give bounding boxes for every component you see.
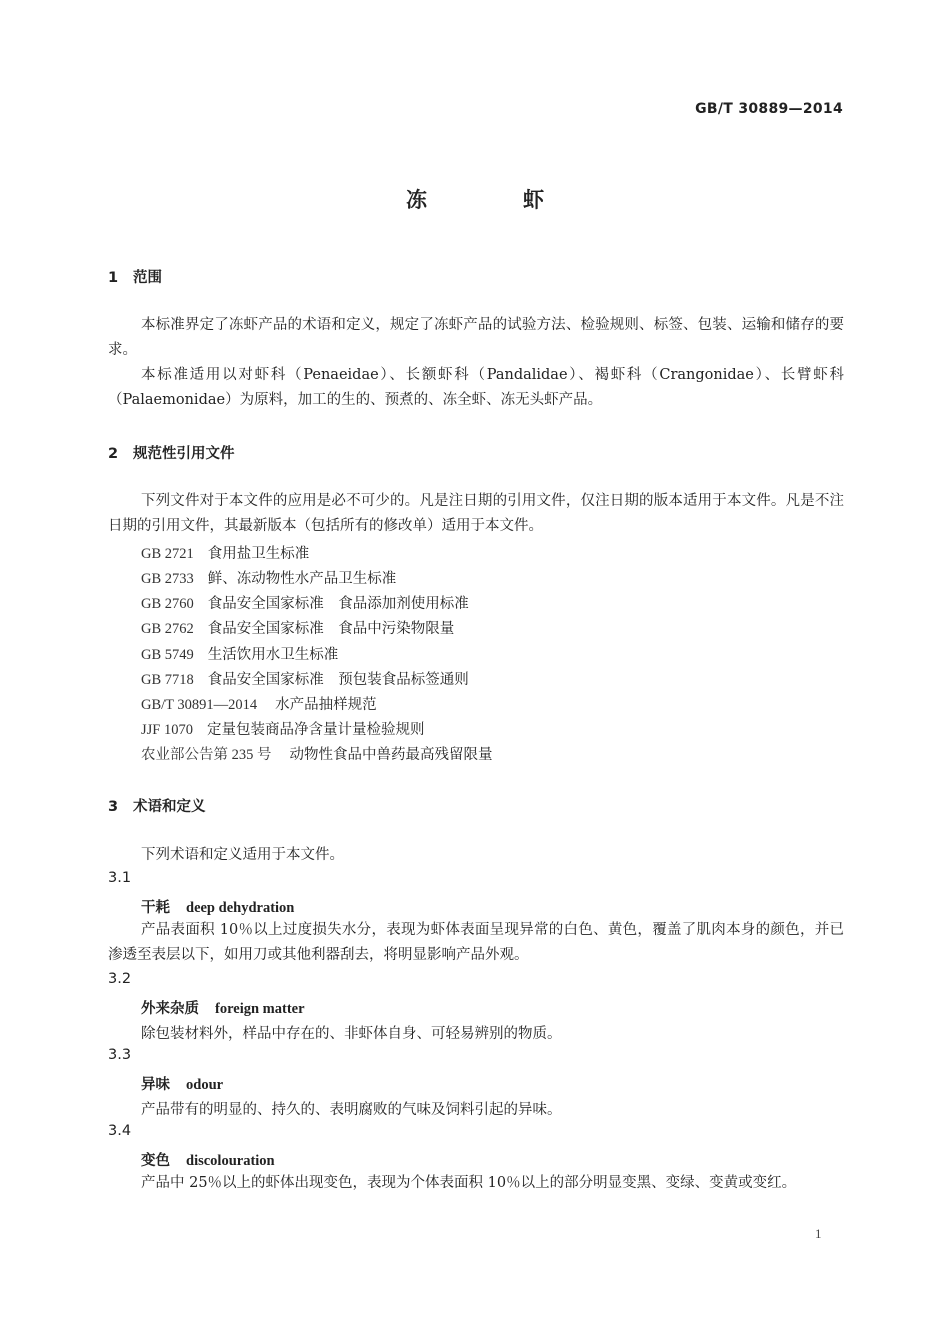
reference-title: 食用盐卫生标准 xyxy=(207,546,310,562)
term-definition: 除包装材料外，样品中存在的、非虾体自身、可轻易辨别的物质。 xyxy=(141,1026,562,1042)
reference-title: 鲜、冻动物性水产品卫生标准 xyxy=(207,571,397,587)
term-heading xyxy=(141,1149,275,1170)
document-title xyxy=(0,184,950,214)
term-number: 3.3 xyxy=(108,1047,132,1063)
reference-title: 水产品抽样规范 xyxy=(275,697,377,713)
term-heading xyxy=(141,997,305,1018)
term-zh: 变色 xyxy=(141,1152,170,1169)
reference-item xyxy=(141,668,469,689)
section-2-heading xyxy=(108,442,235,463)
section-title: 术语和定义 xyxy=(133,799,206,815)
section-title: 规范性引用文件 xyxy=(133,446,235,462)
title-char-1: 冻 xyxy=(406,188,427,212)
term-zh: 外来杂质 xyxy=(141,1000,199,1017)
term-definition: 产品中 25％以上的虾体出现变色，表现为个体表面积 10％以上的部分明显变黑、变绿、变黄或变红。 xyxy=(141,1175,797,1191)
section-title: 范围 xyxy=(133,270,162,286)
term-en: odour xyxy=(186,1077,224,1093)
scope-paragraph-1: 本标准界定了冻虾产品的术语和定义，规定了冻虾产品的试验方法、检验规则、标签、包装、运输和储存的要求。 xyxy=(108,317,844,358)
term-en: discolouration xyxy=(186,1153,275,1169)
term-number: 3.1 xyxy=(108,870,132,886)
term-definition: 产品带有的明显的、持久的、表明腐败的气味及饲料引起的异味。 xyxy=(141,1102,562,1118)
section-number: 1 xyxy=(108,270,119,286)
section-number: 2 xyxy=(108,446,119,462)
reference-item xyxy=(141,617,454,638)
reference-item xyxy=(141,693,377,714)
term-en: deep dehydration xyxy=(186,900,295,916)
reference-code: GB 2762 xyxy=(141,621,194,637)
reference-title: 定量包装商品净含量计量检验规则 xyxy=(206,722,425,738)
section-3-heading xyxy=(108,795,206,816)
reference-title: 食品安全国家标准 食品添加剂使用标准 xyxy=(207,596,469,612)
section-1-heading xyxy=(108,266,162,287)
reference-item xyxy=(141,567,396,588)
page-number: 1 xyxy=(815,1226,822,1241)
reference-code: 农业部公告第 235 号 xyxy=(141,747,272,763)
reference-item xyxy=(141,542,309,563)
reference-code: GB 7718 xyxy=(141,672,194,688)
reference-code: GB 5749 xyxy=(141,647,194,663)
reference-code: GB 2733 xyxy=(141,571,194,587)
reference-code: GB 2760 xyxy=(141,596,194,612)
terms-intro: 下列术语和定义适用于本文件。 xyxy=(141,847,344,863)
reference-item xyxy=(141,743,493,764)
term-en: foreign matter xyxy=(215,1001,305,1017)
section-number: 3 xyxy=(108,799,119,815)
term-number: 3.2 xyxy=(108,971,132,987)
standard-code: GB/T 30889—2014 xyxy=(695,101,843,117)
scope-paragraph-2: 本标准适用以对虾科（Penaeidae）、长额虾科（Pandalidae）、褐虾科（Crangonidae）、长臂虾科（Palaemonidae）为原料，加工的生的、预煮的、冻全虾、冻无头虾产品。 xyxy=(108,367,844,408)
reference-item xyxy=(141,592,469,613)
title-char-2: 虾 xyxy=(523,188,544,212)
reference-title: 动物性食品中兽药最高残留限量 xyxy=(289,747,493,763)
reference-title: 生活饮用水卫生标准 xyxy=(207,647,339,663)
reference-code: GB/T 30891—2014 xyxy=(141,697,258,713)
term-heading xyxy=(141,1073,223,1094)
references-intro: 下列文件对于本文件的应用是必不可少的。凡是注日期的引用文件，仅注日期的版本适用于本文件。凡是不注日期的引用文件，其最新版本（包括所有的修改单）适用于本文件。 xyxy=(108,493,844,534)
reference-title: 食品安全国家标准 预包装食品标签通则 xyxy=(207,672,469,688)
term-heading xyxy=(141,896,294,917)
reference-title: 食品安全国家标准 食品中污染物限量 xyxy=(207,621,455,637)
term-zh: 干耗 xyxy=(141,899,170,916)
reference-item xyxy=(141,643,338,664)
reference-code: JJF 1070 xyxy=(141,722,193,738)
reference-code: GB 2721 xyxy=(141,546,194,562)
term-zh: 异味 xyxy=(141,1076,170,1093)
term-definition: 产品表面积 10％以上过度损失水分，表现为虾体表面呈现异常的白色、黄色，覆盖了肌肉本身的颜色，并已渗透至表层以下，如用刀或其他利器刮去，将明显影响产品外观。 xyxy=(108,922,844,963)
term-number: 3.4 xyxy=(108,1123,132,1139)
reference-item xyxy=(141,718,424,739)
